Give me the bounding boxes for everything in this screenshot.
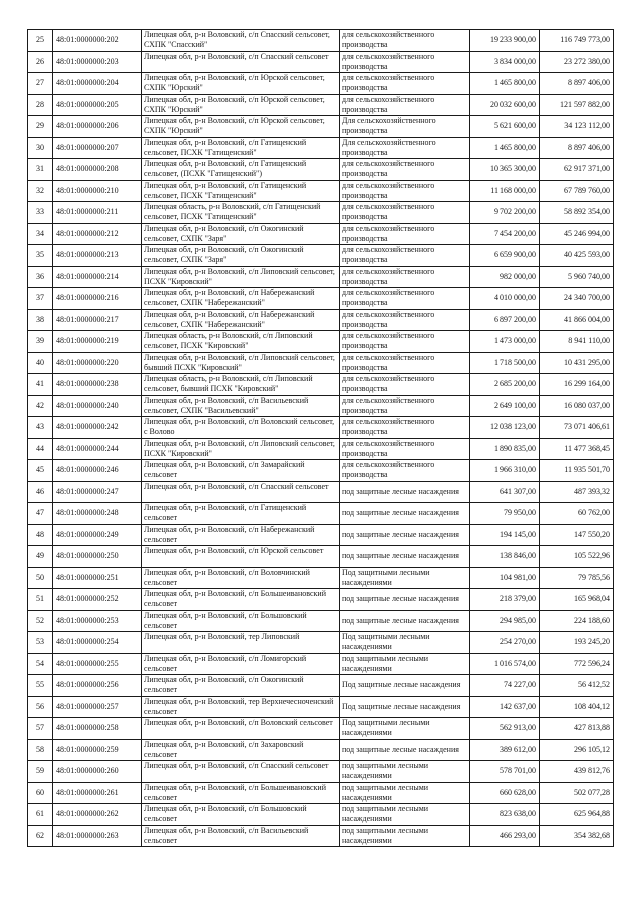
cadastral-number: 48:01:0000000:249 <box>53 524 142 546</box>
table-row <box>28 761 614 783</box>
row-number: 44 <box>28 438 53 460</box>
row-number: 45 <box>28 460 53 482</box>
table-row <box>28 503 614 525</box>
table-row <box>28 180 614 202</box>
row-number: 32 <box>28 180 53 202</box>
cadastral-number: 48:01:0000000:205 <box>53 94 142 116</box>
row-number: 25 <box>28 30 53 52</box>
cadastral-number: 48:01:0000000:255 <box>53 653 142 675</box>
location-cell: Липецкая обл, р-н Воловский, с/п Большовский сельсовет <box>142 804 340 826</box>
area-value: 218 379,00 <box>470 589 540 611</box>
location-cell: Липецкая обл, р-н Воловский, с/п Большовский сельсовет <box>142 610 340 632</box>
table-row <box>28 739 614 761</box>
table-row <box>28 266 614 288</box>
land-use-cell: для сельскохозяйственного производства <box>340 73 470 95</box>
cost-value: 11 935 501,70 <box>540 460 614 482</box>
row-number: 26 <box>28 51 53 73</box>
area-value: 142 637,00 <box>470 696 540 718</box>
table-row <box>28 460 614 482</box>
cost-value: 11 477 368,45 <box>540 438 614 460</box>
land-use-cell: Под защитные лесные насаждения <box>340 696 470 718</box>
row-number: 49 <box>28 546 53 568</box>
land-use-cell: под защитные лесные насаждения <box>340 524 470 546</box>
land-use-cell: для сельскохозяйственного производства <box>340 331 470 353</box>
cost-value: 439 812,76 <box>540 761 614 783</box>
row-number: 62 <box>28 825 53 847</box>
cost-value: 772 596,24 <box>540 653 614 675</box>
location-cell: Липецкая обл, р-н Воловский, с/п Спасский сельсовет <box>142 51 340 73</box>
row-number: 60 <box>28 782 53 804</box>
area-value: 294 985,00 <box>470 610 540 632</box>
location-cell: Липецкая обл, р-н Воловский, с/п Гатищенский сельсовет, ПСХК "Гатищенский" <box>142 180 340 202</box>
cost-value: 193 245,20 <box>540 632 614 654</box>
location-cell: Липецкая обл, р-н Воловский, с/п Набережанский сельсовет <box>142 524 340 546</box>
table-row <box>28 438 614 460</box>
cadastral-number: 48:01:0000000:250 <box>53 546 142 568</box>
location-cell: Липецкая обл, р-н Воловский, с/п Васильевский сельсовет <box>142 825 340 847</box>
table-row <box>28 159 614 181</box>
table-row <box>28 374 614 396</box>
location-cell: Липецкая обл, р-н Воловский, с/п Гатищенский сельсовет <box>142 503 340 525</box>
area-value: 1 016 574,00 <box>470 653 540 675</box>
row-number: 38 <box>28 309 53 331</box>
cost-value: 296 105,12 <box>540 739 614 761</box>
cadastral-number: 48:01:0000000:213 <box>53 245 142 267</box>
location-cell: Липецкая обл, р-н Воловский, с/п Спасский сельсовет <box>142 761 340 783</box>
cadastral-number: 48:01:0000000:207 <box>53 137 142 159</box>
cost-value: 354 382,68 <box>540 825 614 847</box>
table-body <box>28 30 614 847</box>
table-row <box>28 309 614 331</box>
area-value: 7 454 200,00 <box>470 223 540 245</box>
cadastral-number: 48:01:0000000:257 <box>53 696 142 718</box>
area-value: 9 702 200,00 <box>470 202 540 224</box>
table-row <box>28 288 614 310</box>
row-number: 52 <box>28 610 53 632</box>
area-value: 982 000,00 <box>470 266 540 288</box>
row-number: 59 <box>28 761 53 783</box>
table-row <box>28 675 614 697</box>
cadastral-number: 48:01:0000000:247 <box>53 481 142 503</box>
location-cell: Липецкая обл, р-н Воловский, с/п Юрской сельсовет <box>142 546 340 568</box>
land-use-cell: Под защитными лесными насаждениями <box>340 718 470 740</box>
table-row <box>28 137 614 159</box>
row-number: 43 <box>28 417 53 439</box>
area-value: 1 473 000,00 <box>470 331 540 353</box>
row-number: 28 <box>28 94 53 116</box>
land-use-cell: для сельскохозяйственного производства <box>340 245 470 267</box>
table-row <box>28 94 614 116</box>
cadastral-number: 48:01:0000000:252 <box>53 589 142 611</box>
area-value: 79 950,00 <box>470 503 540 525</box>
row-number: 40 <box>28 352 53 374</box>
cost-value: 121 597 882,00 <box>540 94 614 116</box>
land-use-cell: для сельскохозяйственного производства <box>340 266 470 288</box>
table-row <box>28 417 614 439</box>
area-value: 2 685 200,00 <box>470 374 540 396</box>
location-cell: Липецкая обл, р-н Воловский, с/п Ожогинский сельсовет <box>142 675 340 697</box>
area-value: 1 465 800,00 <box>470 73 540 95</box>
land-use-cell: для сельскохозяйственного производства <box>340 180 470 202</box>
table-row <box>28 696 614 718</box>
area-value: 6 659 900,00 <box>470 245 540 267</box>
table-row <box>28 632 614 654</box>
location-cell: Липецкая обл, р-н Воловский, с/п Васильевский сельсовет, СХПК "Васильевский" <box>142 395 340 417</box>
location-cell: Липецкая обл, р-н Воловский, с/п Ломигорский сельсовет <box>142 653 340 675</box>
row-number: 46 <box>28 481 53 503</box>
area-value: 10 365 300,00 <box>470 159 540 181</box>
area-value: 578 701,00 <box>470 761 540 783</box>
table-row <box>28 804 614 826</box>
location-cell: Липецкая область, р-н Воловский, с/п Гатищенский сельсовет, ПСХК "Гатищенский" <box>142 202 340 224</box>
location-cell: Липецкая обл, р-н Воловский, с/п Спасский сельсовет <box>142 481 340 503</box>
row-number: 56 <box>28 696 53 718</box>
cost-value: 41 866 004,00 <box>540 309 614 331</box>
row-number: 35 <box>28 245 53 267</box>
area-value: 19 233 900,00 <box>470 30 540 52</box>
cost-value: 34 123 112,00 <box>540 116 614 138</box>
cadastral-number: 48:01:0000000:248 <box>53 503 142 525</box>
cadastral-number: 48:01:0000000:238 <box>53 374 142 396</box>
location-cell: Липецкая обл, р-н Воловский, с/п Набережанский сельсовет, СХПК "Набережанский" <box>142 288 340 310</box>
row-number: 51 <box>28 589 53 611</box>
cost-value: 116 749 773,00 <box>540 30 614 52</box>
area-value: 5 621 600,00 <box>470 116 540 138</box>
row-number: 29 <box>28 116 53 138</box>
table-row <box>28 352 614 374</box>
row-number: 41 <box>28 374 53 396</box>
row-number: 30 <box>28 137 53 159</box>
cadastral-number: 48:01:0000000:217 <box>53 309 142 331</box>
table-row <box>28 202 614 224</box>
land-use-cell: Под защитными лесными насаждениями <box>340 567 470 589</box>
location-cell: Липецкая обл, р-н Воловский, с/п Юрской сельсовет, СХПК "Юрский" <box>142 116 340 138</box>
location-cell: Липецкая обл, р-н Воловский, с/п Воловский сельсовет <box>142 718 340 740</box>
cadastral-number: 48:01:0000000:212 <box>53 223 142 245</box>
cadastral-number: 48:01:0000000:203 <box>53 51 142 73</box>
area-value: 1 966 310,00 <box>470 460 540 482</box>
land-use-cell: для сельскохозяйственного производства <box>340 159 470 181</box>
cadastral-number: 48:01:0000000:260 <box>53 761 142 783</box>
land-use-cell: Под защитные лесные насаждения <box>340 675 470 697</box>
area-value: 660 628,00 <box>470 782 540 804</box>
land-use-cell: для сельскохозяйственного производства <box>340 438 470 460</box>
land-use-cell: под защитные лесные насаждения <box>340 481 470 503</box>
land-use-cell: для сельскохозяйственного производства <box>340 288 470 310</box>
cost-value: 40 425 593,00 <box>540 245 614 267</box>
land-use-cell: для сельскохозяйственного производства <box>340 51 470 73</box>
row-number: 36 <box>28 266 53 288</box>
cost-value: 79 785,56 <box>540 567 614 589</box>
cost-value: 147 550,20 <box>540 524 614 546</box>
row-number: 39 <box>28 331 53 353</box>
cost-value: 24 340 700,00 <box>540 288 614 310</box>
location-cell: Липецкая обл, р-н Воловский, тер Верхнечесноченский сельсовет <box>142 696 340 718</box>
area-value: 254 270,00 <box>470 632 540 654</box>
location-cell: Липецкая обл, р-н Воловский, с/п Ожогинский сельсовет, СХПК "Заря" <box>142 245 340 267</box>
cost-value: 108 404,12 <box>540 696 614 718</box>
location-cell: Липецкая обл, р-н Воловский, с/п Юрской сельсовет, СХПК "Юрский" <box>142 73 340 95</box>
land-use-cell: для сельскохозяйственного производства <box>340 223 470 245</box>
table-row <box>28 589 614 611</box>
area-value: 104 981,00 <box>470 567 540 589</box>
row-number: 50 <box>28 567 53 589</box>
cost-value: 16 299 164,00 <box>540 374 614 396</box>
cost-value: 8 897 406,00 <box>540 137 614 159</box>
cost-value: 224 188,60 <box>540 610 614 632</box>
land-use-cell: под защитными лесными насаждениями <box>340 653 470 675</box>
land-use-cell: под защитные лесные насаждения <box>340 739 470 761</box>
cost-value: 10 431 295,00 <box>540 352 614 374</box>
cost-value: 105 522,96 <box>540 546 614 568</box>
cost-value: 487 393,32 <box>540 481 614 503</box>
cadastral-number: 48:01:0000000:202 <box>53 30 142 52</box>
location-cell: Липецкая обл, р-н Воловский, с/п Большеивановский сельсовет <box>142 782 340 804</box>
table-row <box>28 73 614 95</box>
row-number: 42 <box>28 395 53 417</box>
cost-value: 502 077,28 <box>540 782 614 804</box>
land-use-cell: для сельскохозяйственного производства <box>340 202 470 224</box>
table-row <box>28 567 614 589</box>
table-row <box>28 481 614 503</box>
cadastral-number: 48:01:0000000:208 <box>53 159 142 181</box>
cadastral-number: 48:01:0000000:220 <box>53 352 142 374</box>
location-cell: Липецкая обл, р-н Воловский, с/п Ожогинский сельсовет, СХПК "Заря" <box>142 223 340 245</box>
table-row <box>28 524 614 546</box>
area-value: 12 038 123,00 <box>470 417 540 439</box>
table-row <box>28 51 614 73</box>
cost-value: 73 071 406,61 <box>540 417 614 439</box>
area-value: 466 293,00 <box>470 825 540 847</box>
land-use-cell: для сельскохозяйственного производства <box>340 417 470 439</box>
cost-value: 62 917 371,00 <box>540 159 614 181</box>
location-cell: Липецкая обл, р-н Воловский, с/п Воловский сельсовет, с Волово <box>142 417 340 439</box>
row-number: 53 <box>28 632 53 654</box>
area-value: 194 145,00 <box>470 524 540 546</box>
cadastral-number: 48:01:0000000:240 <box>53 395 142 417</box>
location-cell: Липецкая обл, р-н Воловский, с/п Липовский сельсовет, бывший ПСХК "Кировский" <box>142 352 340 374</box>
land-use-cell: для сельскохозяйственного производства <box>340 395 470 417</box>
cadastral-number: 48:01:0000000:254 <box>53 632 142 654</box>
cadastral-number: 48:01:0000000:251 <box>53 567 142 589</box>
location-cell: Липецкая обл, р-н Воловский, с/п Юрской сельсовет, СХПК "Юрский" <box>142 94 340 116</box>
area-value: 389 612,00 <box>470 739 540 761</box>
cost-value: 60 762,00 <box>540 503 614 525</box>
cadastral-number: 48:01:0000000:253 <box>53 610 142 632</box>
cost-value: 23 272 380,00 <box>540 51 614 73</box>
cadastral-number: 48:01:0000000:259 <box>53 739 142 761</box>
area-value: 2 649 100,00 <box>470 395 540 417</box>
location-cell: Липецкая обл, р-н Воловский, тер Липовский <box>142 632 340 654</box>
cadastral-number: 48:01:0000000:258 <box>53 718 142 740</box>
cost-value: 165 968,04 <box>540 589 614 611</box>
row-number: 34 <box>28 223 53 245</box>
area-value: 6 897 200,00 <box>470 309 540 331</box>
land-use-cell: под защитные лесные насаждения <box>340 589 470 611</box>
cadastral-number: 48:01:0000000:211 <box>53 202 142 224</box>
cadastral-number: 48:01:0000000:256 <box>53 675 142 697</box>
land-use-cell: под защитными лесными насаждениями <box>340 825 470 847</box>
location-cell: Липецкая обл, р-н Воловский, с/п Спасский сельсовет, СХПК "Спасский" <box>142 30 340 52</box>
land-use-cell: под защитными лесными насаждениями <box>340 782 470 804</box>
row-number: 47 <box>28 503 53 525</box>
location-cell: Липецкая обл, р-н Воловский, с/п Гатищенский сельсовет, (ПСХК "Гатищенский") <box>142 159 340 181</box>
location-cell: Липецкая область, р-н Воловский, с/п Липовский сельсовет, бывший ПСХК "Кировский" <box>142 374 340 396</box>
row-number: 48 <box>28 524 53 546</box>
area-value: 641 307,00 <box>470 481 540 503</box>
location-cell: Липецкая обл, р-н Воловский, с/п Захаровский сельсовет <box>142 739 340 761</box>
cadastral-number: 48:01:0000000:214 <box>53 266 142 288</box>
table-row <box>28 653 614 675</box>
area-value: 11 168 000,00 <box>470 180 540 202</box>
land-use-cell: под защитные лесные насаждения <box>340 546 470 568</box>
area-value: 562 913,00 <box>470 718 540 740</box>
area-value: 1 890 835,00 <box>470 438 540 460</box>
cadastral-number: 48:01:0000000:263 <box>53 825 142 847</box>
row-number: 55 <box>28 675 53 697</box>
table-row <box>28 610 614 632</box>
cadastral-number: 48:01:0000000:242 <box>53 417 142 439</box>
location-cell: Липецкая обл, р-н Воловский, с/п Большеивановский сельсовет <box>142 589 340 611</box>
location-cell: Липецкая обл, р-н Воловский, с/п Гатищенский сельсовет, ПСХК "Гатищенский" <box>142 137 340 159</box>
row-number: 54 <box>28 653 53 675</box>
land-use-cell: для сельскохозяйственного производства <box>340 352 470 374</box>
cost-value: 625 964,88 <box>540 804 614 826</box>
area-value: 1 465 800,00 <box>470 137 540 159</box>
cadastral-number: 48:01:0000000:210 <box>53 180 142 202</box>
area-value: 823 638,00 <box>470 804 540 826</box>
land-use-cell: Для сельскохозяйственного производства <box>340 116 470 138</box>
table-row <box>28 718 614 740</box>
cadastral-number: 48:01:0000000:204 <box>53 73 142 95</box>
row-number: 58 <box>28 739 53 761</box>
cost-value: 56 412,52 <box>540 675 614 697</box>
cost-value: 58 892 354,00 <box>540 202 614 224</box>
table-row <box>28 223 614 245</box>
table-row <box>28 116 614 138</box>
location-cell: Липецкая обл, р-н Воловский, с/п Набережанский сельсовет, СХПК "Набережанский" <box>142 309 340 331</box>
table-row <box>28 825 614 847</box>
cadastral-number: 48:01:0000000:219 <box>53 331 142 353</box>
area-value: 4 010 000,00 <box>470 288 540 310</box>
cost-value: 45 246 994,00 <box>540 223 614 245</box>
cost-value: 8 897 406,00 <box>540 73 614 95</box>
area-value: 3 834 000,00 <box>470 51 540 73</box>
table-row <box>28 782 614 804</box>
row-number: 33 <box>28 202 53 224</box>
row-number: 27 <box>28 73 53 95</box>
cadastral-number: 48:01:0000000:206 <box>53 116 142 138</box>
table-row <box>28 395 614 417</box>
location-cell: Липецкая обл, р-н Воловский, с/п Воловчинский сельсовет <box>142 567 340 589</box>
cadastral-number: 48:01:0000000:246 <box>53 460 142 482</box>
land-use-cell: для сельскохозяйственного производства <box>340 460 470 482</box>
cadastral-number: 48:01:0000000:244 <box>53 438 142 460</box>
land-use-cell: для сельскохозяйственного производства <box>340 309 470 331</box>
table-row <box>28 245 614 267</box>
cost-value: 67 789 760,00 <box>540 180 614 202</box>
cadastral-number: 48:01:0000000:216 <box>53 288 142 310</box>
cost-value: 427 813,88 <box>540 718 614 740</box>
area-value: 20 032 600,00 <box>470 94 540 116</box>
cadastral-number: 48:01:0000000:262 <box>53 804 142 826</box>
location-cell: Липецкая область, р-н Воловский, с/п Липовский сельсовет, ПСХК "Кировский" <box>142 331 340 353</box>
area-value: 138 846,00 <box>470 546 540 568</box>
table-row <box>28 30 614 52</box>
land-use-cell: под защитные лесные насаждения <box>340 610 470 632</box>
row-number: 31 <box>28 159 53 181</box>
area-value: 74 227,00 <box>470 675 540 697</box>
land-use-cell: для сельскохозяйственного производства <box>340 374 470 396</box>
area-value: 1 718 500,00 <box>470 352 540 374</box>
land-use-cell: под защитными лесными насаждениями <box>340 761 470 783</box>
row-number: 61 <box>28 804 53 826</box>
row-number: 37 <box>28 288 53 310</box>
location-cell: Липецкая обл, р-н Воловский, с/п Липовский сельсовет, ПСХК "Кировский" <box>142 266 340 288</box>
table-row <box>28 546 614 568</box>
land-use-cell: под защитными лесными насаждениями <box>340 804 470 826</box>
cost-value: 5 960 740,00 <box>540 266 614 288</box>
cost-value: 8 941 110,00 <box>540 331 614 353</box>
land-use-cell: Под защитными лесными насаждениями <box>340 632 470 654</box>
table-row <box>28 331 614 353</box>
location-cell: Липецкая обл, р-н Воловский, с/п Липовский сельсовет, ПСХК "Кировский" <box>142 438 340 460</box>
land-use-cell: для сельскохозяйственного производства <box>340 30 470 52</box>
land-use-cell: Для сельскохозяйственного производства <box>340 137 470 159</box>
cost-value: 16 080 037,00 <box>540 395 614 417</box>
land-use-cell: под защитные лесные насаждения <box>340 503 470 525</box>
row-number: 57 <box>28 718 53 740</box>
land-plots-table <box>27 29 614 847</box>
cadastral-number: 48:01:0000000:261 <box>53 782 142 804</box>
location-cell: Липецкая обл, р-н Воловский, с/п Замарайский сельсовет <box>142 460 340 482</box>
land-use-cell: для сельскохозяйственного производства <box>340 94 470 116</box>
